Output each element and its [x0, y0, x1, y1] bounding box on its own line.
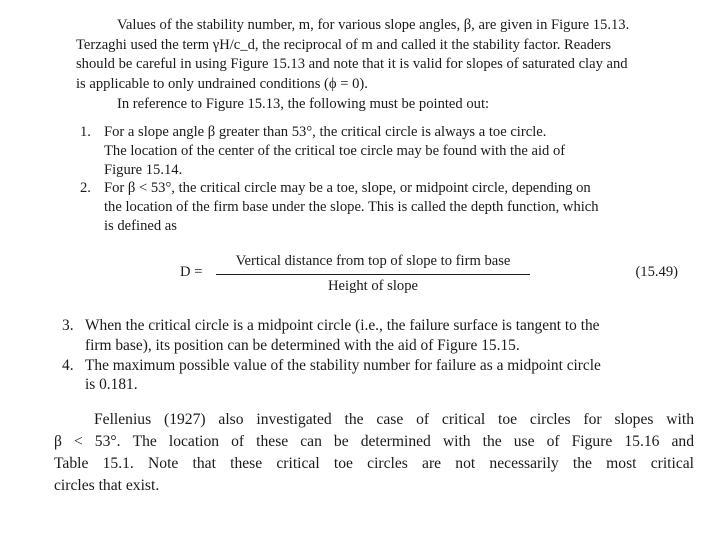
equation-fraction	[216, 252, 530, 295]
equation-depth-function	[180, 252, 680, 296]
list-item	[62, 356, 690, 396]
paragraph-intro-list: In reference to Figure 15.13, the following must be pointed out:	[117, 96, 490, 112]
list-item-number: 2.	[80, 180, 91, 197]
text-line: circles that exist.	[54, 477, 160, 494]
text-line: The maximum possible value of the stability number for failure as a midpoint circle	[85, 356, 601, 374]
text-line: Values of the stability number, m, for various slope angles, β, are given in Figure 15.13.	[117, 17, 630, 33]
text-line: should be careful in using Figure 15.13 and note that it is valid for slopes of saturated clay and	[76, 56, 628, 73]
text-line: When the critical circle is a midpoint circle (i.e., the failure surface is tangent to the	[85, 317, 600, 334]
numbered-list-a	[80, 123, 680, 236]
list-item	[80, 179, 680, 235]
paragraph-stability-number	[76, 16, 676, 95]
text-line: Figure 15.14.	[104, 161, 183, 178]
text-line: firm base), its position can be determined with the aid of Figure 15.15.	[85, 336, 520, 354]
text-line: Fellenius (1927) also investigated the case of critical toe circles for slopes with	[94, 411, 694, 428]
fraction-bar	[216, 274, 530, 275]
list-item-number: 4.	[62, 356, 74, 374]
text-line: The location of the center of the critical toe circle may be found with the aid of	[104, 142, 566, 159]
text-line: Terzaghi used the term γH/c_d, the reciprocal of m and called it the stability factor. Readers	[76, 36, 612, 53]
equation-number: (15.49)	[635, 264, 678, 280]
list-item-number: 1.	[80, 124, 91, 140]
text-line: For β < 53°, the critical circle may be a toe, slope, or midpoint circle, depending on	[104, 180, 591, 197]
numbered-list-b	[62, 316, 690, 395]
text-line: the location of the firm base under the slope. This is called the depth function, which	[104, 199, 599, 216]
list-item	[62, 316, 690, 356]
equation-lhs: D =	[180, 264, 203, 280]
text-line: is applicable to only undrained conditions (ϕ = 0).	[76, 76, 368, 93]
list-item	[80, 123, 680, 179]
equation-numerator: Vertical distance from top of slope to firm base	[235, 253, 511, 269]
list-item-number: 3.	[62, 317, 74, 334]
text-line: β < 53°. The location of these can be determined with the use of Figure 15.16 and	[54, 433, 694, 450]
paragraph-fellenius	[54, 409, 694, 497]
equation-denominator: Height of slope	[328, 278, 418, 294]
text-line: is defined as	[104, 217, 177, 234]
text-line: For a slope angle β greater than 53°, the critical circle is always a toe circle.	[104, 124, 547, 140]
text-line: Table 15.1. Note that these critical toe circles are not necessarily the most critical	[54, 455, 694, 472]
text-line: is 0.181.	[85, 376, 138, 394]
